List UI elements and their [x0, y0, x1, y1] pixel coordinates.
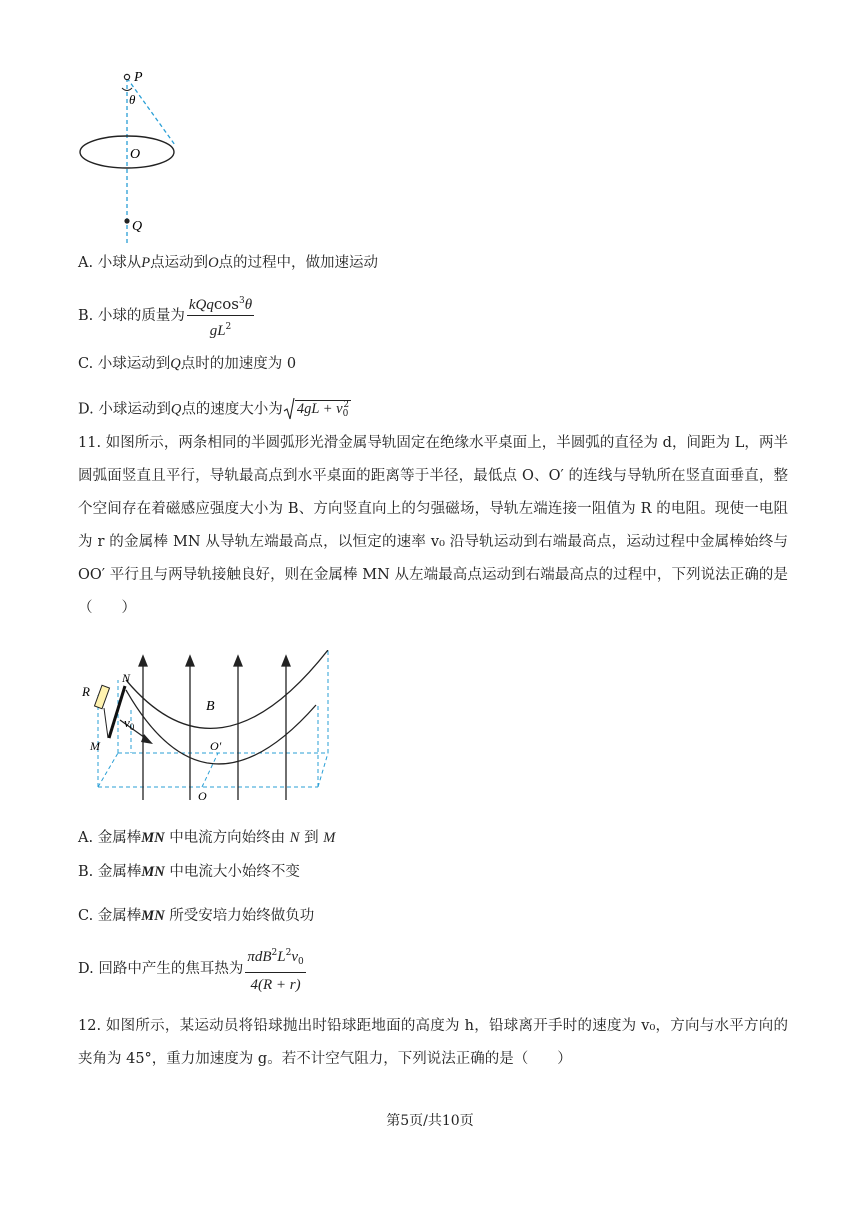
figure-charged-ring	[70, 66, 200, 246]
label-v0: $v_0$	[124, 715, 135, 732]
q10-option-c: C. 小球运动到Q点时的加速度为 0	[78, 356, 297, 372]
q10-option-a: A. 小球从P点运动到O点的过程中，做加速运动	[78, 255, 379, 271]
label-O: O	[130, 147, 141, 162]
label-O-bottom: O	[198, 789, 207, 800]
label-R: R	[82, 684, 90, 699]
q11-option-c: C. 金属棒MN 所受安培力始终做负功	[78, 908, 315, 924]
page-footer: 第5页/共10页	[386, 1113, 474, 1129]
label-O-prime: O′	[210, 739, 222, 753]
figure-rails-magnetic-field	[78, 650, 338, 800]
joule-heat-formula: $\frac{\pi dB^2L^2v_0}{4(R + r)}$	[245, 944, 305, 994]
label-theta: θ	[129, 92, 136, 107]
q10-option-b: B. 小球的质量为 $\frac{kQqcos^3\theta}{gL^2}$	[78, 292, 256, 340]
q12-stem: 12. 如图所示，某运动员将铅球抛出时铅球距地面的高度为 h，铅球离开手时的速度为 v₀，方向与水平方向的夹角为 45°，重力加速度为 g。若不计空气阻力，下列说法正确的是（ ）	[78, 1018, 788, 1067]
q11-option-d: D. 回路中产生的焦耳热为 $\frac{\pi dB^2L^2v_0}{4(R + r)}$	[78, 944, 308, 994]
label-N: N	[122, 671, 131, 685]
label-Q: Q	[132, 219, 143, 234]
mass-formula: $\frac{kQqcos^3\theta}{gL^2}$	[187, 292, 254, 340]
q11-option-a: A. 金属棒MN 中电流方向始终由 N 到 M	[78, 830, 336, 846]
label-P: P	[134, 70, 143, 85]
q11-option-b: B. 金属棒MN 中电流大小始终不变	[78, 864, 300, 880]
q10-option-d: D. 小球运动到Q点的速度大小为 $4gL + v_0^2$	[78, 390, 351, 429]
q11-stem: 11. 如图所示，两条相同的半圆弧形光滑金属导轨固定在绝缘水平桌面上，半圆弧的直径为 d，间距为 L，两半圆弧面竖直且平行，导轨最高点到水平桌面的距离等于半径，最低点 O、O′ 的连线与导轨所在竖直面垂直，整个空间存在着磁感应强度大小为 B、方向竖直向上的匀强磁场，导轨左端连接一阻值为 R 的电阻。现使一电阻为 r 的金属棒 MN 从导轨左端最高点，以恒定的速率 v₀ 沿导轨运动到右端最高点，运动过程中金属棒始终与 OO′ 平行且与两导轨接触良好，则在金属棒 MN 从左端最高点运动到右端最高点的过程中，下列说法正确的是（ ）	[78, 435, 788, 616]
label-M: M	[90, 739, 100, 753]
label-B: B	[206, 699, 215, 714]
velocity-sqrt: $4gL + v_0^2$	[283, 390, 351, 429]
